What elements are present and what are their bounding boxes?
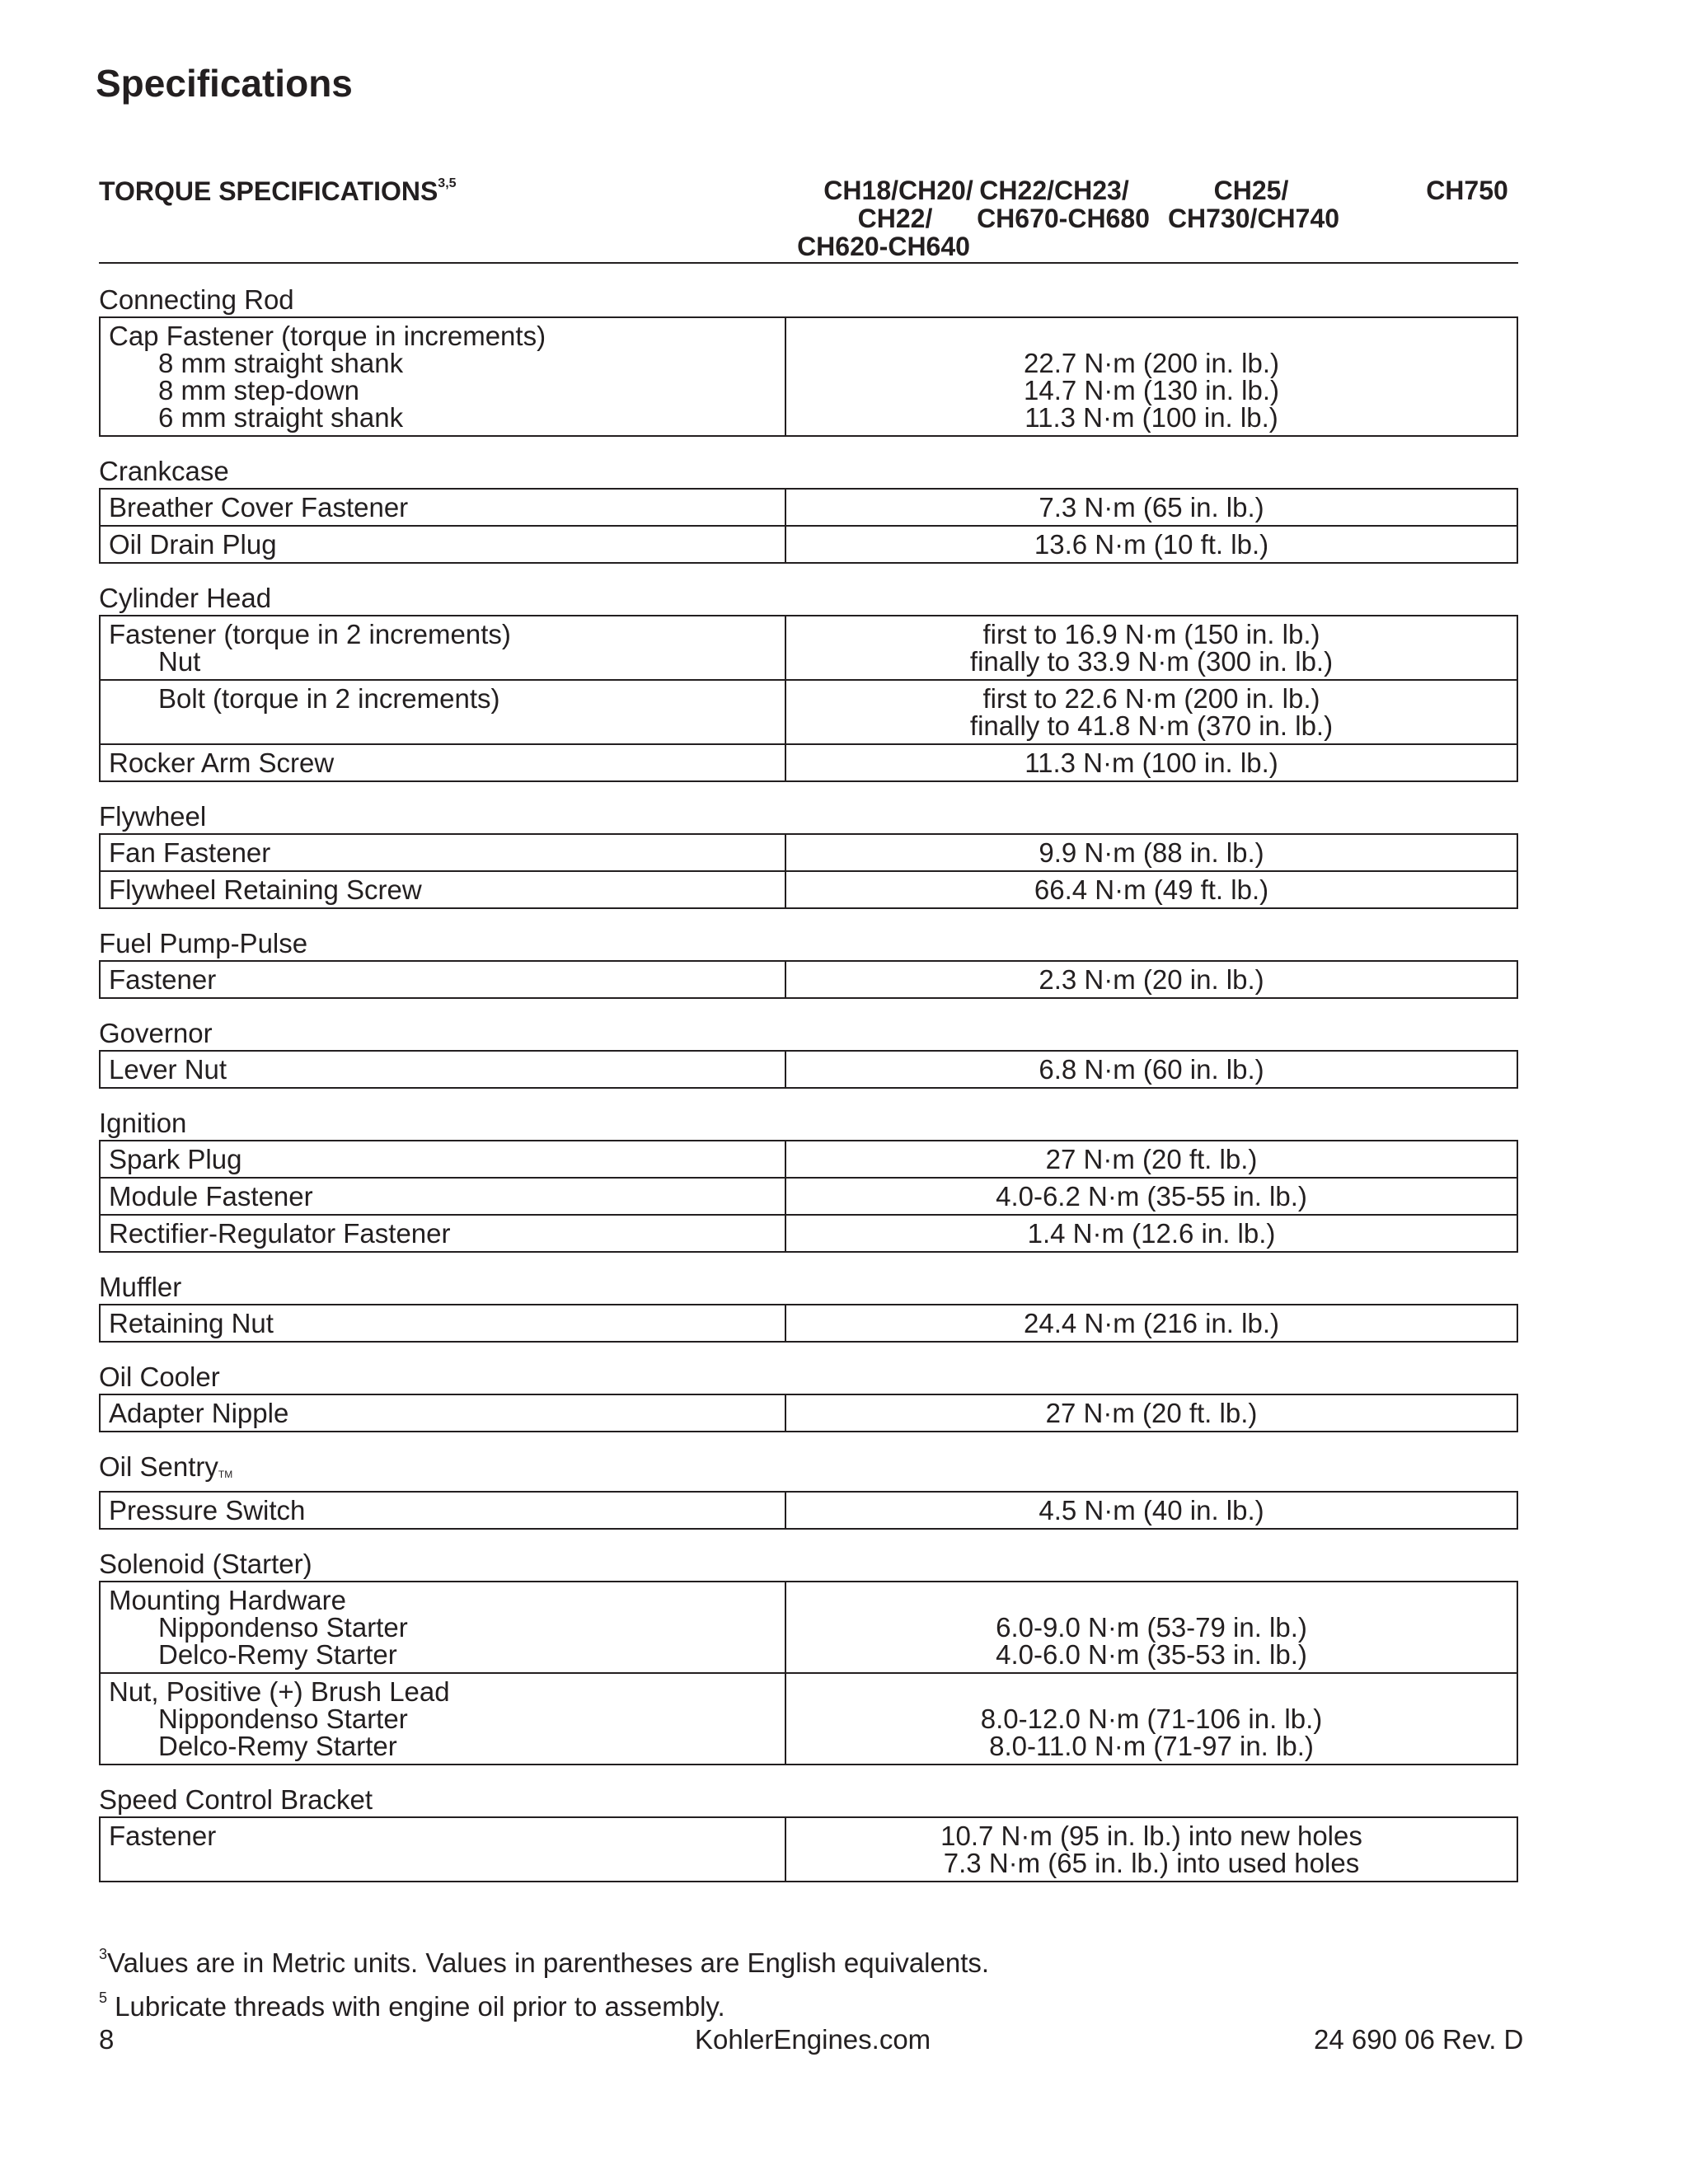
spec-table (99, 316, 1518, 437)
torque-value: 4.5 N·m (40 in. lb.) (785, 1492, 1517, 1529)
table-row (100, 1582, 1517, 1673)
torque-value: first to 22.6 N·m (200 in. lb.) finally to 41.8 N·m (370 in. lb.) (785, 680, 1517, 744)
section-heading: Speed Control Bracket (99, 1784, 373, 1815)
table-row (100, 1215, 1517, 1252)
table-row (100, 526, 1517, 563)
spec-item-label: Retaining Nut (100, 1305, 785, 1342)
column-header-ch22-ch23: CH22/CH23/ CH670-CH680 (977, 176, 1150, 233)
torque-value: 9.9 N·m (88 in. lb.) (785, 834, 1517, 871)
spec-item-label: Pressure Switch (100, 1492, 785, 1529)
section-heading: Muffler (99, 1272, 182, 1302)
spec-item-label: Module Fastener (100, 1178, 785, 1215)
torque-value: 7.3 N·m (65 in. lb.) (785, 489, 1517, 526)
section-speed-control-bracket (99, 1783, 1518, 1882)
footnote-refs: 3,5 (438, 176, 457, 191)
torque-value: 66.4 N·m (49 ft. lb.) (785, 871, 1517, 908)
spec-table (99, 1140, 1518, 1253)
spec-table (99, 488, 1518, 564)
table-row (100, 1492, 1517, 1529)
spec-table (99, 1491, 1518, 1530)
table-row (100, 1305, 1517, 1342)
spec-table (99, 960, 1518, 999)
spec-item-label: Nut, Positive (+) Brush Lead Nippondenso Starter Delco-Remy Starter (100, 1673, 785, 1765)
spec-item-label: Rocker Arm Screw (100, 744, 785, 781)
spec-item-label: Oil Drain Plug (100, 526, 785, 563)
spec-item-label: Mounting Hardware Nippondenso Starter Delco-Remy Starter (100, 1582, 785, 1673)
torque-value: 1.4 N·m (12.6 in. lb.) (785, 1215, 1517, 1252)
column-header-ch18-ch20: CH18/CH20/ CH22/ CH620-CH640 (797, 176, 973, 261)
spec-item-label: Breather Cover Fastener (100, 489, 785, 526)
footnote-5: $^5$ Lubricate threads with engine oil prior to assembly. (99, 1990, 725, 2022)
table-row (100, 1394, 1517, 1432)
section-heading: Flywheel (99, 801, 207, 832)
table-row (100, 871, 1517, 908)
torque-value: 2.3 N·m (20 in. lb.) (785, 961, 1517, 998)
spec-item-label: Rectifier-Regulator Fastener (100, 1215, 785, 1252)
table-row (100, 1051, 1517, 1088)
torque-value: 4.0-6.2 N·m (35-55 in. lb.) (785, 1178, 1517, 1215)
torque-value: 22.7 N·m (200 in. lb.) 14.7 N·m (130 in. lb.) 11.3 N·m (100 in. lb.) (785, 317, 1517, 436)
spec-table (99, 615, 1518, 782)
spec-table (99, 1816, 1518, 1882)
spec-item-label: Bolt (torque in 2 increments) (100, 680, 785, 744)
spec-table (99, 833, 1518, 909)
spec-item-label: Spark Plug (100, 1141, 785, 1178)
table-row (100, 317, 1517, 436)
torque-value: 10.7 N·m (95 in. lb.) into new holes 7.3 N·m (65 in. lb.) into used holes (785, 1817, 1517, 1882)
section-ignition (99, 1107, 1518, 1253)
section-heading: Oil Cooler (99, 1361, 220, 1392)
table-row (100, 1141, 1517, 1178)
column-header-ch750: CH750 (1426, 176, 1508, 205)
spec-table (99, 1394, 1518, 1432)
section-heading: Oil Sentry$_{TM}$ (99, 1451, 233, 1482)
spec-item-label: Lever Nut (100, 1051, 785, 1088)
footer-website: KohlerEngines.com (695, 2024, 931, 2055)
spec-table-header (99, 173, 1518, 264)
torque-spec-sections (99, 284, 1518, 1900)
table-row (100, 961, 1517, 998)
footer-page-number: 8 (99, 2024, 115, 2055)
trademark-mark: TM (218, 1469, 233, 1480)
table-row (100, 680, 1517, 744)
section-heading: Connecting Rod (99, 284, 294, 315)
section-heading: Governor (99, 1018, 213, 1048)
spec-item-label: Fastener (torque in 2 increments) Nut (100, 616, 785, 680)
section-governor (99, 1017, 1518, 1089)
torque-value: 8.0-12.0 N·m (71-106 in. lb.) 8.0-11.0 N·m (71-97 in. lb.) (785, 1673, 1517, 1765)
spec-item-label: Cap Fastener (torque in increments) 8 mm straight shank 8 mm step-down 6 mm straight shank (100, 317, 785, 436)
section-oil-cooler (99, 1361, 1518, 1432)
page-title: Specifications (96, 62, 353, 105)
section-heading: Solenoid (Starter) (99, 1549, 312, 1579)
section-connecting-rod (99, 284, 1518, 437)
spec-table (99, 1581, 1518, 1765)
section-solenoid-starter (99, 1548, 1518, 1765)
section-muffler (99, 1271, 1518, 1343)
section-heading: Crankcase (99, 456, 229, 486)
torque-value: 27 N·m (20 ft. lb.) (785, 1394, 1517, 1432)
torque-value: 6.0-9.0 N·m (53-79 in. lb.) 4.0-6.0 N·m (35-53 in. lb.) (785, 1582, 1517, 1673)
section-flywheel (99, 800, 1518, 909)
torque-value: first to 16.9 N·m (150 in. lb.) finally to 33.9 N·m (300 in. lb.) (785, 616, 1517, 680)
footnotes (99, 1938, 989, 2026)
table-row (100, 1178, 1517, 1215)
table-row (100, 834, 1517, 871)
footnote-3: $^3$Values are in Metric units. Values in parentheses are English equivalents. (99, 1946, 990, 1978)
spec-item-label: Fastener (100, 1817, 785, 1882)
torque-value: 24.4 N·m (216 in. lb.) (785, 1305, 1517, 1342)
spec-item-label: Flywheel Retaining Screw (100, 871, 785, 908)
section-oil-sentry (99, 1451, 1518, 1530)
table-row (100, 489, 1517, 526)
section-heading: Cylinder Head (99, 583, 272, 613)
section-heading: Fuel Pump-Pulse (99, 928, 308, 958)
spec-table-title: TORQUE SPECIFICATIONS$^{3,5}$ (99, 176, 457, 206)
torque-value: 11.3 N·m (100 in. lb.) (785, 744, 1517, 781)
spec-table (99, 1050, 1518, 1089)
section-heading: Ignition (99, 1108, 187, 1138)
table-row (100, 1817, 1517, 1882)
section-cylinder-head (99, 582, 1518, 782)
spec-item-label: Adapter Nipple (100, 1394, 785, 1432)
section-crankcase (99, 455, 1518, 564)
spec-item-label: Fastener (100, 961, 785, 998)
table-row (100, 1673, 1517, 1765)
torque-value: 13.6 N·m (10 ft. lb.) (785, 526, 1517, 563)
table-row (100, 744, 1517, 781)
spec-item-label: Fan Fastener (100, 834, 785, 871)
table-row (100, 616, 1517, 680)
section-fuel-pump-pulse (99, 927, 1518, 999)
column-header-ch25: CH25/ CH730/CH740 (1167, 176, 1340, 233)
footer-doc-number: 24 690 06 Rev. D (1314, 2024, 1524, 2055)
torque-value: 27 N·m (20 ft. lb.) (785, 1141, 1517, 1178)
spec-table (99, 1304, 1518, 1343)
torque-value: 6.8 N·m (60 in. lb.) (785, 1051, 1517, 1088)
